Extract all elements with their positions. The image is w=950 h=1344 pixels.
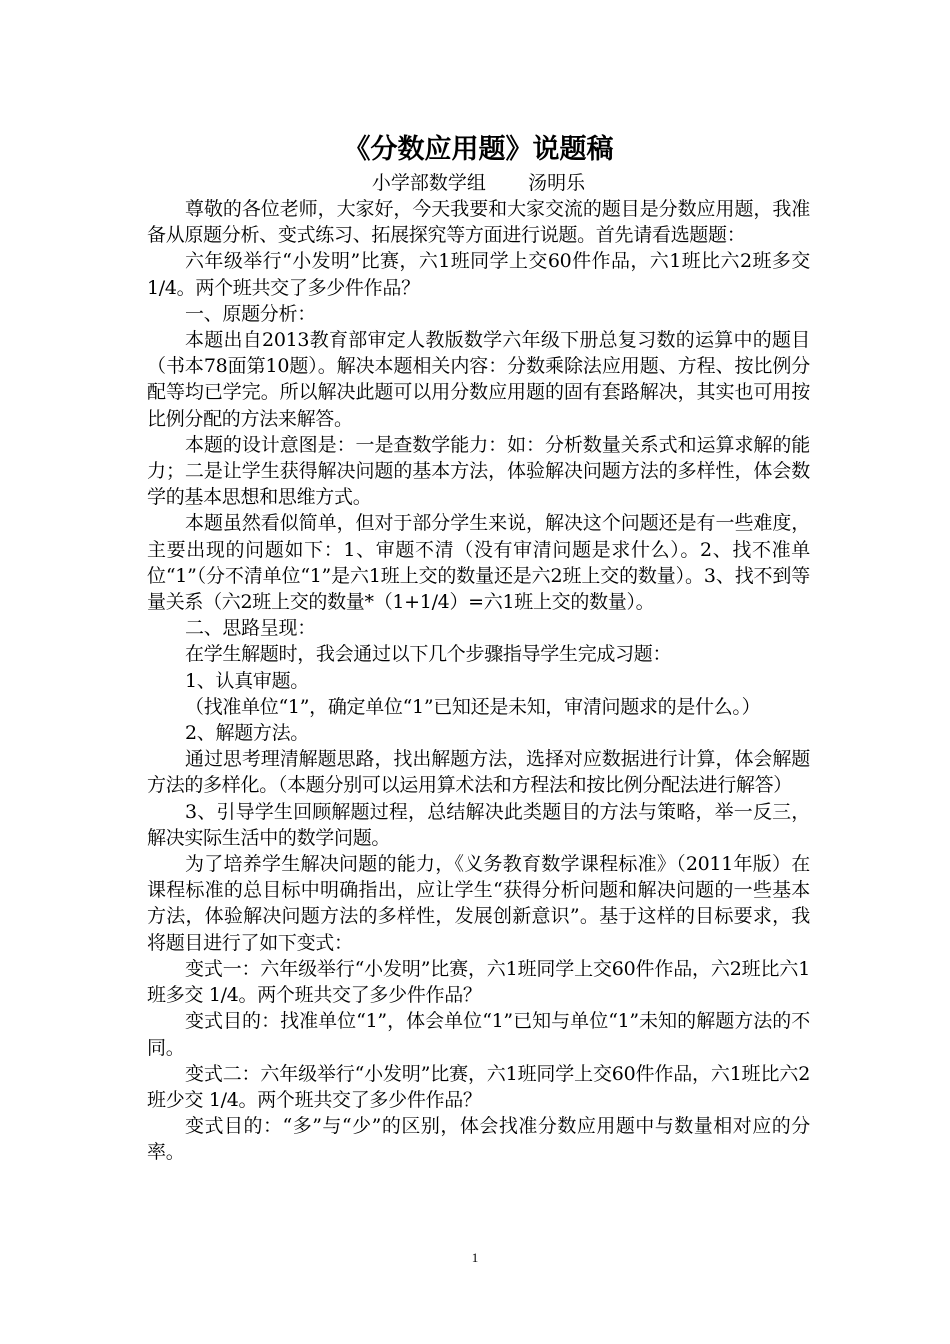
document-page — [147, 130, 810, 1166]
step-3: 3、引导学生回顾解题过程，总结解决此类题目的方法与策略，举一反三，解决实际生活中的数学问题。 — [147, 800, 810, 849]
paragraph-greeting: 尊敬的各位老师，大家好，今天我要和大家交流的题目是分数应用题，我准备从原题分析、变式练习、拓展探究等方面进行说题。首先请看选题题： — [147, 198, 810, 247]
variant-1-purpose: 变式目的：找准单位“1”，体会单位“1”已知与单位“1”未知的解题方法的不同。 — [147, 1010, 810, 1059]
step-2-heading: 2、解题方法。 — [185, 722, 309, 745]
paragraph-source: 本题出自2013教育部审定人教版数学六年级下册总复习数的运算中的题目（书本78面第10题）。解决本题相关内容：分数乘除法应用题、方程、按比例分配等均已学完。所以解决此题可以用分数应用题的固有套路解决，其实也可用按比例分配的方法来解答。 — [147, 329, 810, 430]
paragraph-original-problem: 六年级举行“小发明”比赛，六1班同学上交60件作品，六1班比六2班多交 1/4。两个班共交了多少件作品？ — [147, 250, 810, 299]
document-body — [147, 196, 810, 1166]
paragraph-design-intent: 本题的设计意图是：一是查数学能力：如：分析数量关系式和运算求解的能力；二是让学生获得解决问题的基本方法，体验解决问题方法的多样性，体会数学的基本思想和思维方式。 — [147, 433, 810, 509]
paragraph-difficulties: 本题虽然看似简单，但对于部分学生来说，解决这个问题还是有一些难度，主要出现的问题如下：1、审题不清（没有审清问题是求什么）。2、找不准单位“1”（分不清单位“1”是六1班上交的数量还是六2班上交的数量）。3、找不到等量关系（六2班上交的数量*（1+1/4）=六1班上交的数量）。 — [147, 512, 810, 614]
variant-2-purpose: 变式目的：“多”与“少”的区别，体会找准分数应用题中与数量相对应的分率。 — [147, 1115, 810, 1164]
document-title: 《分数应用题》说题稿 — [343, 134, 614, 165]
step-2-detail: 通过思考理清解题思路，找出解题方法，选择对应数据进行计算，体会解题方法的多样化。（本题分别可以运用算术法和方程法和按比例分配法进行解答） — [147, 748, 810, 797]
page-number: 1 — [471, 1250, 479, 1265]
section-heading-approach: 二、思路呈现： — [185, 617, 316, 640]
author-line: 小学部数学组 汤明乐 — [371, 172, 586, 194]
step-1-heading: 1、认真审题。 — [185, 669, 309, 692]
paragraph-curriculum: 为了培养学生解决问题的能力，《义务教育数学课程标准》（2011年版）在课程标准的总目标中明确指出，应让学生“获得分析问题和解决问题的一些基本方法，体验解决问题方法的多样性，发展创新意识”。基于这样的目标要求，我将题目进行了如下变式： — [147, 853, 810, 954]
variant-2: 变式二：六年级举行“小发明”比赛，六1班同学上交60件作品，六1班比六2班少交 1/4。两个班共交了多少件作品？ — [147, 1062, 810, 1111]
paragraph-steps-intro: 在学生解题时，我会通过以下几个步骤指导学生完成习题： — [185, 643, 672, 666]
variant-1: 变式一：六年级举行“小发明”比赛，六1班同学上交60件作品，六2班比六1班多交 1/4。两个班共交了多少件作品？ — [147, 957, 810, 1007]
section-heading-analysis: 一、原题分析： — [185, 302, 316, 325]
step-1-detail: （找准单位“1”，确定单位“1”已知还是未知，审清问题求的是什么。） — [185, 695, 761, 718]
